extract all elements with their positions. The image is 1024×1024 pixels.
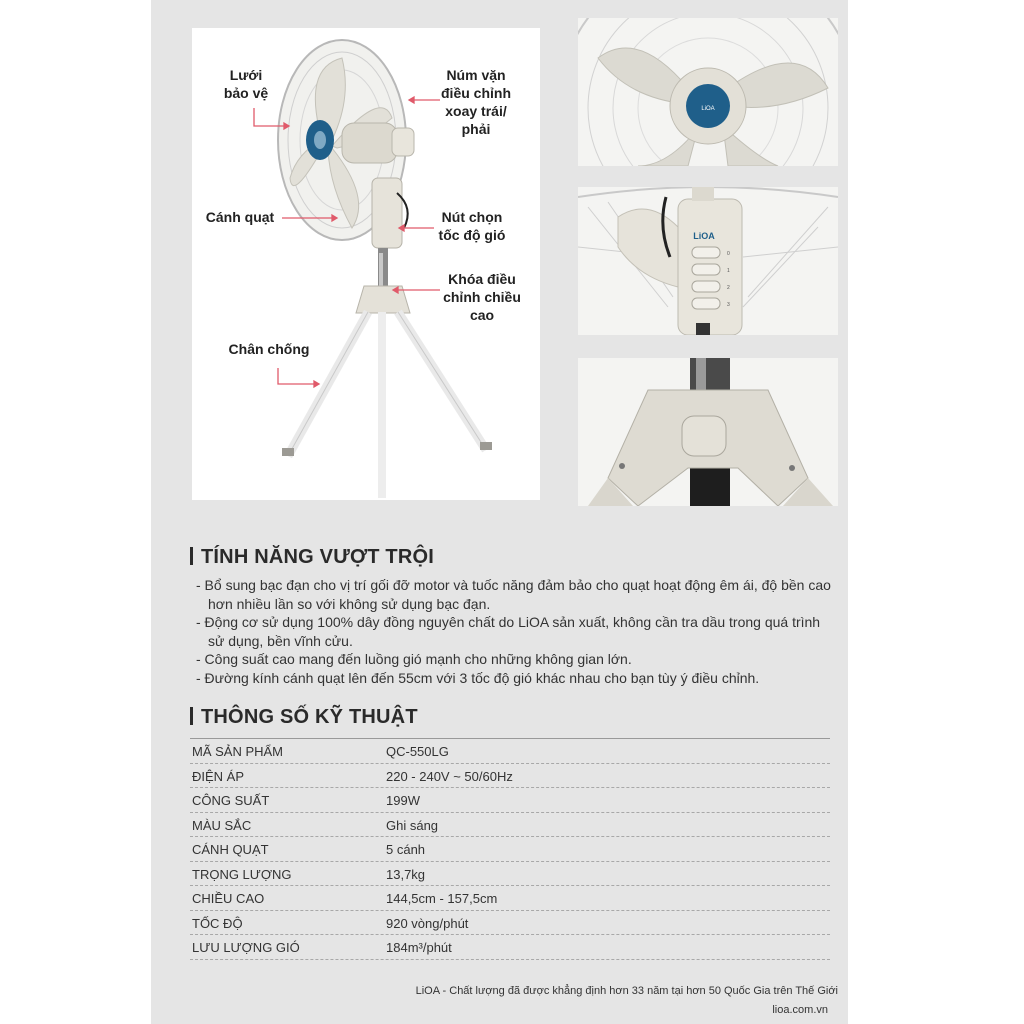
footer-url[interactable]: lioa.com.vn xyxy=(772,1004,828,1016)
fan-hub-logo: LiOA xyxy=(701,106,715,112)
callout-blade: Cánh quạt xyxy=(205,209,275,225)
speed-label-3: 3 xyxy=(727,302,730,308)
spec-value: 920 vòng/phút xyxy=(386,915,469,931)
callout-height-lock: Khóa điều chỉnh chiều cao xyxy=(443,271,521,323)
spec-label: TRỌNG LƯỢNG xyxy=(192,866,292,882)
spec-label: MÃ SẢN PHẨM xyxy=(192,744,284,759)
spec-row xyxy=(190,837,830,862)
spec-label: LƯU LƯỢNG GIÓ xyxy=(192,940,300,955)
spec-value: 144,5cm - 157,5cm xyxy=(386,891,498,906)
spec-label: CHIỀU CAO xyxy=(192,891,265,906)
thumb-fan-face xyxy=(578,18,838,166)
thumb-tripod-lock xyxy=(578,358,838,506)
title-bar xyxy=(190,707,193,725)
callout-speed-button: Nút chọn tốc độ gió xyxy=(438,209,506,243)
spec-row xyxy=(190,886,830,911)
spec-value: 13,7kg xyxy=(386,866,426,882)
spec-row xyxy=(190,911,830,936)
speed-label-2: 2 xyxy=(727,285,730,291)
feature-item: - Động cơ sử dụng 100% dây đồng nguyên chất do LiOA sản xuất, không cần tra dầu trong quá trình sử dụng, bền vĩnh cửu. xyxy=(196,614,821,649)
spec-row xyxy=(190,862,830,887)
footer-tagline: LiOA - Chất lượng đã được khẳng định hơn 33 năm tại hơn 50 Quốc Gia trên Thế Giới xyxy=(415,985,838,997)
spec-value: Ghi sáng xyxy=(386,817,439,833)
spec-row xyxy=(190,764,830,789)
feature-item: - Bổ sung bạc đạn cho vị trí gối đỡ motor và tuốc năng đảm bảo cho quạt hoạt động êm ái, độ bền cao hơn nhiều lần so với không sử dụng bạc đạn. xyxy=(196,577,831,612)
callout-grille: Lưới bảo vệ xyxy=(223,67,269,101)
control-brand-logo: LiOA xyxy=(693,231,715,241)
control-box-illustration xyxy=(578,187,838,335)
features-title: TÍNH NĂNG VƯỢT TRỘI xyxy=(190,546,434,569)
spec-row xyxy=(190,788,830,813)
specs-title: THÔNG SỐ KỸ THUẬT xyxy=(190,706,418,729)
specs-table xyxy=(190,738,830,960)
spec-value: 5 cánh xyxy=(386,842,426,857)
spec-label: TỐC ĐỘ xyxy=(192,915,243,931)
title-bar xyxy=(190,547,193,565)
spec-value: 184m³/phút xyxy=(386,940,452,955)
speed-label-1: 1 xyxy=(727,268,730,274)
thumb-control-box xyxy=(578,187,838,335)
spec-row xyxy=(190,739,830,764)
feature-item: - Công suất cao mang đến luồng gió mạnh cho những không gian lớn. xyxy=(196,651,632,667)
spec-label: CÔNG SUẤT xyxy=(192,793,270,808)
callout-knob: Núm vặn điều chỉnh xoay trái/ phải xyxy=(441,67,511,137)
spec-label: ĐIỆN ÁP xyxy=(192,768,245,784)
feature-item: - Đường kính cánh quạt lên đến 55cm với 3 tốc độ gió khác nhau cho bạn tùy ý điều chỉnh. xyxy=(196,669,760,686)
spec-value: 220 - 240V ~ 50/60Hz xyxy=(386,768,513,784)
tripod-lock-illustration xyxy=(578,358,838,506)
spec-value: 199W xyxy=(386,793,420,808)
speed-label-0: 0 xyxy=(727,251,730,257)
spec-label: MÀU SẮC xyxy=(192,817,252,833)
spec-row xyxy=(190,935,830,960)
features-list xyxy=(196,576,836,687)
fan-face-illustration xyxy=(578,18,838,166)
fan-main-photo xyxy=(192,28,540,500)
callout-stand: Chân chống xyxy=(228,341,310,357)
spec-value: QC-550LG xyxy=(386,744,449,759)
spec-row xyxy=(190,813,830,838)
spec-label: CÁNH QUẠT xyxy=(192,842,269,857)
